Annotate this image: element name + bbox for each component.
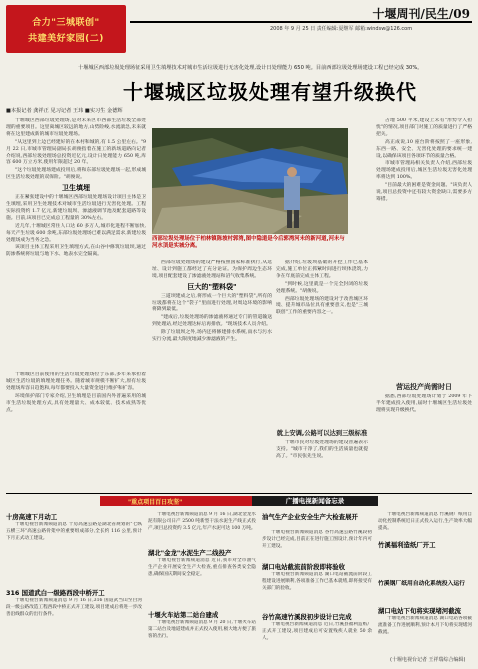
subhead: 营运投产尚需时日 <box>396 383 452 391</box>
paragraph: 该项目主体工程采用卫生填埋方式,在山谷中修筑垃圾坝,通过防渗系统将垃圾与地下水、地表水完全隔离。 <box>6 245 146 258</box>
banner-news-memo: 广播电视新闻备忘录 <box>252 496 378 506</box>
paragraph: 十堰电视台新闻频道消息 谷竹高速公路竹溪段初步设计已经完成,目前正在进行施工图设计,预计年内可开工建设。 <box>262 530 372 549</box>
subhead: 巨大的"塑料袋" <box>187 282 237 291</box>
brief-title: 竹溪福利造纸厂开工 <box>378 541 436 549</box>
brief-text <box>6 598 142 664</box>
paragraph: 西部垃圾处理场的建设严格按照国家标准执行,从选址、设计到施工都经过了充分论证。为保护周边生态环境,项目配套建设了渗滤液处理站和沼气收集系统。 <box>152 260 272 279</box>
paragraph: 十堰电视台新闻频道消息 9 月 16 日,316 国道武当山至白河段一级公路改造工程西段中桥正式开工建设,项目建成后将进一步改善沿线群众的出行条件。 <box>6 598 142 617</box>
article-column-4 <box>376 118 472 378</box>
campaign-logo <box>6 5 126 53</box>
news-photo <box>152 128 348 234</box>
article-column-2 <box>152 260 272 490</box>
section-title: 十堰周刊/民生/09 <box>372 7 470 21</box>
paragraph: 十堰电视台新闻频道消息 9 月 20 日,十堰火车站第二站台及地道建成并正式投入使用,极大地方便了旅客的出行。 <box>148 620 256 639</box>
brief-text <box>262 530 372 558</box>
subhead: 就上安调,公路可以达到三级标准 <box>276 430 368 437</box>
paragraph: 十堰市民对垃圾处理场的建设普遍表示支持。"城市干净了,我们的生活质量也就提高了。"市民张先生说。 <box>276 440 368 459</box>
page-headline: 十堰城区垃圾处理有望升级换代 <box>123 80 417 104</box>
banner-campaign-text: "重点项目百日攻坚" <box>128 499 183 506</box>
paragraph: 高正成说,10 座台阶将按照了一座形象,东西一路、安全、无害化处理的要求统一建设,以确保该项目各项环节的质量合格。 <box>376 139 472 159</box>
section-divider <box>6 493 472 494</box>
brief-title: 湖北"金龙"水泥生产二线投产 <box>148 549 232 557</box>
paragraph: 十堰电视台新闻频道消息 9 月 16 日,湖北金龙水泥有限公司日产 2500 吨新型干法水泥生产线正式投产,项目总投资约 3.5 亿元,年产水泥可达 100 万吨。 <box>148 512 256 531</box>
brief-title: 谷竹高速竹溪段初步设计已完成 <box>262 613 352 621</box>
paragraph: 十堰电视台新闻频道消息 湖口电站截流前阶段工程建设进展顺利,各项准备工作已基本就绪,即将接受有关部门的验收。 <box>262 572 372 591</box>
paragraph: "这个垃圾处理场建成投用后,将和东部垃圾处理场一起,形成城区生活垃圾处理的双保险。"胡俊说。 <box>6 168 146 181</box>
logo-line1: 合力"三城联创" <box>32 18 100 28</box>
brief-text <box>262 572 372 608</box>
header-rule <box>130 21 472 23</box>
paragraph: 西部垃圾处理场的建设对于改善城区环境、提升城市品位具有重要意义,也是"三城联创"工作的重要内容之一。 <box>276 296 368 316</box>
brief-title: 十堰火车站第二站台建成 <box>148 611 219 619</box>
paragraph: "从这里到上边已经建好的在本村和城的,有 1.5 公里左右。"9 月 22 日,市城市管理局副局长胡俊指着在施工的新场道路向记者介绍说,西部垃圾处理场总投资近亿元,设计日处理能力 650 吨,库容 600 万立方米,使用年限超过 20 年。 <box>6 139 146 166</box>
brief-text <box>378 512 472 532</box>
bottom-credit: (十堰电视台记者 王祥瑞综合编辑) <box>390 657 466 663</box>
paragraph: 除了垃圾坝之外,场内还将修建排水系统,雨水与污水实行分流,最大限度地减少渗滤液的产生。 <box>152 330 272 343</box>
brief-text <box>148 620 256 664</box>
paragraph: 十堰城区目前使用的生活垃圾处理场位于东部,多年来承担着城区生活垃圾的填埋处理任务。随着城市规模不断扩大,原有垃圾处理场库容日趋饱和,每年都要投入大量资金进行维护和扩容。 <box>6 372 146 391</box>
paragraph: "到时候,这里就是一个完全封闭的垃圾处理系统。"胡俊说。 <box>276 281 368 294</box>
brief-text <box>6 522 142 580</box>
subhead: 卫生填埋 <box>62 184 90 193</box>
article-column-3 <box>276 260 368 426</box>
article-column-1 <box>6 118 146 368</box>
paragraph: 十堰电视台新闻频道消息 竹溪钢厂纸用自动化控制系统近日正式投入运行,生产效率大幅提高。 <box>378 512 472 531</box>
paragraph: 十堰电视台新闻频道消息 近日,我市对全市油气生产企业开展安全生产大检查,重点排查各类安全隐患,确保国庆期间安全稳定。 <box>148 558 256 577</box>
paragraph: 十堰电视台新闻频道消息 近日,竹溪县福利造纸厂正式开工建设,项目建成后可安置残疾人就业 50 余人。 <box>262 622 372 641</box>
article-column-3b <box>276 440 368 490</box>
paragraph: 市城市管理局相关负责人介绍,西部垃圾处理场建成投用后,城区生活垃圾无害化处理率将达到 100%。 <box>376 161 472 181</box>
paragraph: "建成后,垃圾处理场的渗滤液将通过专门的管道输送到处理站,经过处理达标后再排放。"现场技术人员介绍。 <box>152 315 272 328</box>
brief-text <box>148 512 256 542</box>
paragraph: 十堰城区西部垃圾处理场,是对未来区市西部生活垃圾全部处理的重要项目。这里离城区较远的地方,山势险峻,水流湍急,未来就将在这里建成新的城市垃圾处理场。 <box>6 118 146 137</box>
paragraph: 据介绍,垃圾坝基础的开挖工作已基本完成,施工单位正抓紧时间进行坝体浇筑,力争在年底前完成主体工程。 <box>276 260 368 279</box>
paragraph: 环境保护部门专家介绍,卫生填埋是目前国内外普遍采用的城市生活垃圾处理方式,具有处理量大、成本较低、技术成熟等优点。 <box>6 393 146 413</box>
paragraph: 近几年,十堰城区常住人口达 60 多万人,城市化进程不断加快,每天产生垃圾 600 余吨,东部垃圾处理场已难以满足需求,新建垃圾处理场成为当务之急。 <box>6 223 146 243</box>
paragraph: 十堰电视台新闻频道消息 湖口电站各项截流准备工作进展顺利,预计本月下旬将实现堵河截流。 <box>378 616 472 635</box>
issue-meta: 2008 年 9 月 25 日 责任编辑:夏继军 邮箱:windsw@126.com <box>270 26 413 32</box>
brief-title: 316 国道武白一级路西段中桥开工 <box>6 589 105 597</box>
brief-title: 湖口电站下旬将实现堵河截流 <box>378 607 462 615</box>
paragraph: 占地 500 平米,建设上未有"形势令人担忧"的情况,项目部门对施工的质量进行了严格把关。 <box>376 118 472 137</box>
brief-title: 竹溪钢厂纸用自动化系统投入运行 <box>378 581 465 587</box>
brief-title: 油气生产企业安全生产大检查展开 <box>262 513 358 521</box>
byline: ■本报记者 龚祥正 见习记者 王玮 ■实习生 金德辉 <box>6 108 123 114</box>
landfill-photo-illustration <box>152 128 348 234</box>
brief-text <box>148 558 256 604</box>
brief-text <box>262 622 372 664</box>
paragraph: 据悉,西部垃圾处理场计划于 2009 年下半年建成投入使用,届时十堰城区生活垃圾处理将实现升级换代。 <box>376 394 472 413</box>
photo-caption: 西部垃圾处理场位于柏林镇陈坡村郭湾,图中隐道是今后郭湾河未的新河道,河未与河水顶是实城分离。 <box>152 236 345 249</box>
lead-summary: 十堰城区西部垃圾处理场征采用卫生填埋技术对城市生活垃圾进行无害化处理,设计日处理能力 650 吨。目前西部垃圾处理场建设工程已经完成 30%。 <box>78 65 423 71</box>
brief-title: 十房高速下月动工 <box>6 513 58 521</box>
article-column-4b <box>376 394 472 490</box>
brief-text <box>378 616 472 654</box>
paragraph: 正在紧张建设中的十堰城区西部垃圾处理场设计项目主体是卫生填埋,采用卫生处理技术对城市生活垃圾进行无害化处理。工程实际投资约 1.7 亿元,新建垃圾坝、渗滤液调节池及配套道路等设施。目前,该项目已完成总工程量的 30%左右。 <box>6 195 146 221</box>
paragraph: "目前最大的困难是资金问题。"该负责人说,项目总投资中还有较大资金缺口,需要多方筹措。 <box>376 183 472 202</box>
paragraph: 三道坝建成之后,将形成一个巨大的"塑料袋",所有的垃圾都将在这个"袋子"里面进行处理,对周边环境的影响将降到最低。 <box>152 293 272 313</box>
article-column-1b <box>6 372 146 490</box>
brief-title: 湖口电站截流前阶段即将验收 <box>262 563 346 571</box>
logo-line2: 共建美好家园(二) <box>28 34 104 44</box>
paragraph: 十堰电视台新闻频道消息 十房高速公路是湖北省规划的"七纵五横三环"高速公路骨架中的重要组成部分,全长约 116 公里,预计下月正式动工建设。 <box>6 522 142 541</box>
